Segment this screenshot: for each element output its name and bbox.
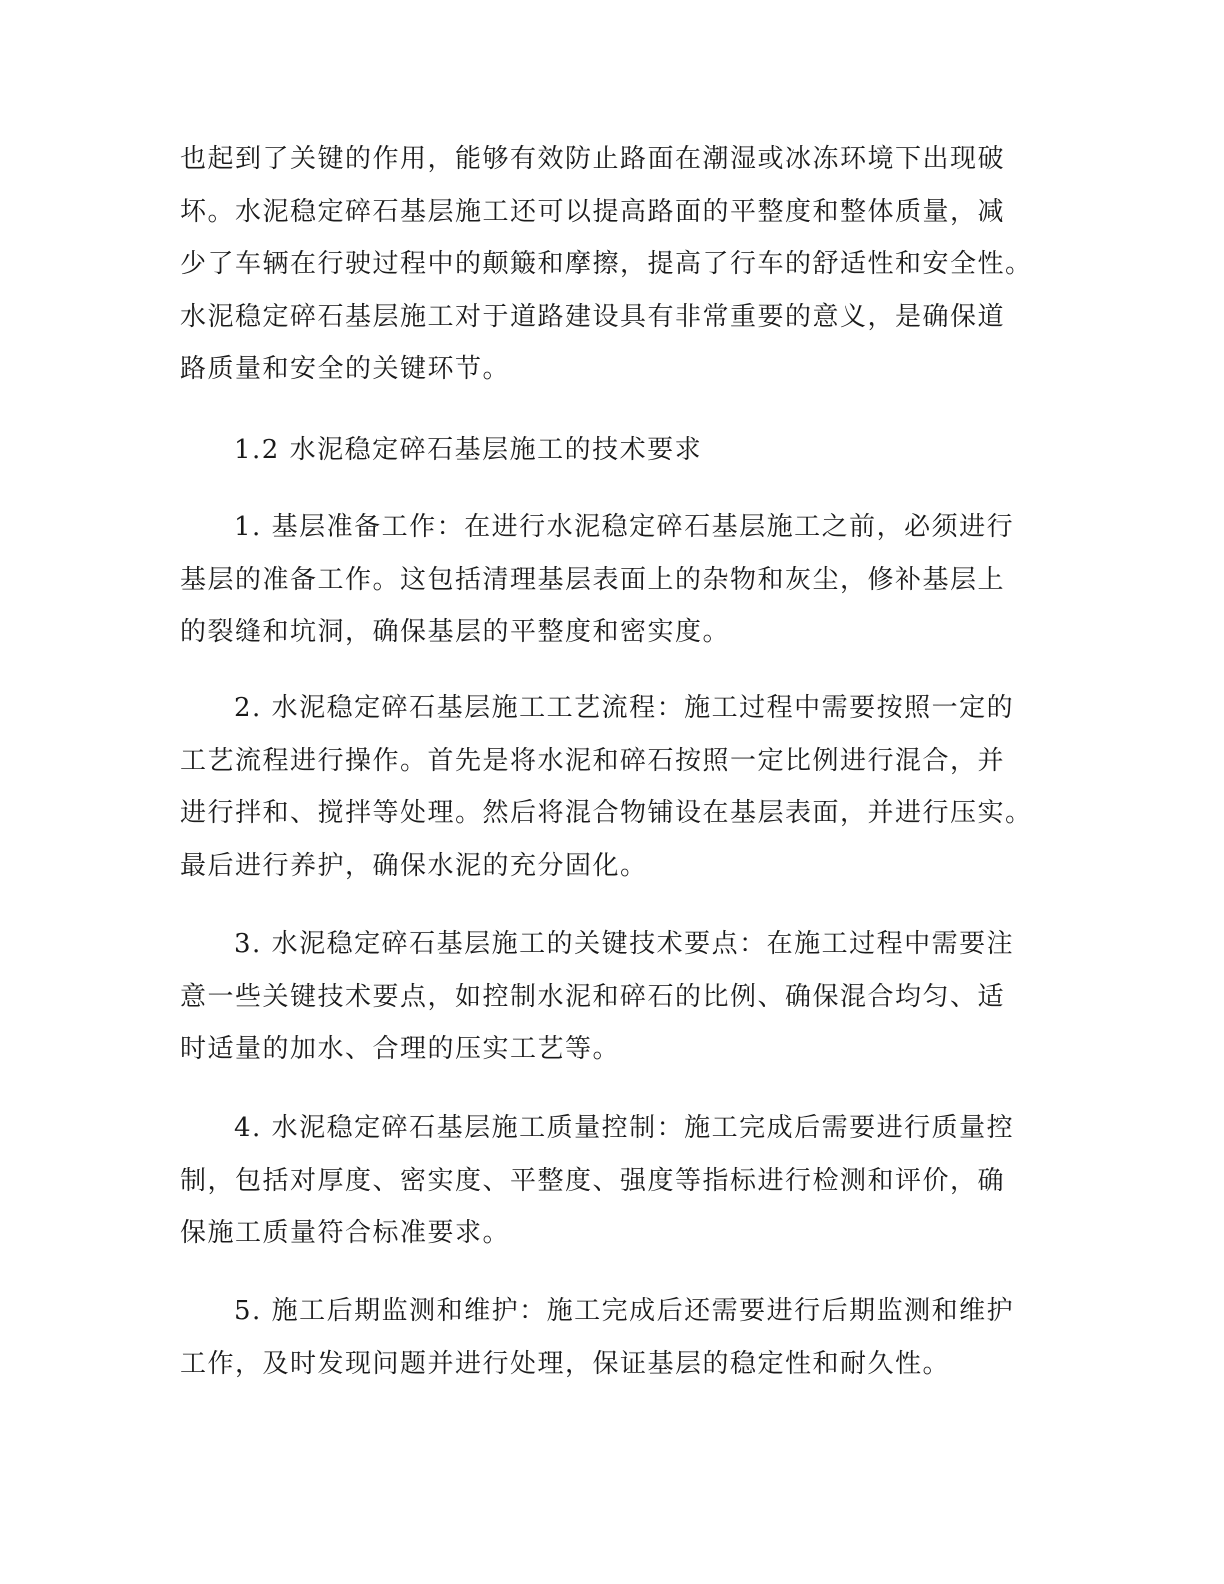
text-line: 最后进行养护，确保水泥的充分固化。 [180, 850, 648, 881]
text-line: 1. 基层准备工作：在进行水泥稳定碎石基层施工之前，必须进行 [234, 512, 1015, 542]
text-line: 坏。水泥稳定碎石基层施工还可以提高路面的平整度和整体质量，减 [180, 196, 1006, 227]
text-line: 工作，及时发现问题并进行处理，保证基层的稳定性和耐久性。 [180, 1348, 951, 1379]
text-line: 5. 施工后期监测和维护：施工完成后还需要进行后期监测和维护 [234, 1296, 1015, 1326]
text-line: 3. 水泥稳定碎石基层施工的关键技术要点：在施工过程中需要注 [234, 929, 1015, 959]
text-line: 工艺流程进行操作。首先是将水泥和碎石按照一定比例进行混合，并 [180, 745, 1006, 776]
text-line: 时适量的加水、合理的压实工艺等。 [180, 1034, 621, 1064]
paragraph-item-4 [180, 1102, 1060, 1260]
text-line: 也起到了关键的作用，能够有效防止路面在潮湿或冰冻环境下出现破 [180, 144, 1006, 174]
text-line: 2. 水泥稳定碎石基层施工工艺流程：施工过程中需要按照一定的 [234, 693, 1015, 723]
paragraph-item-3 [180, 918, 1060, 1076]
paragraph-intro-continuation [180, 133, 1060, 396]
paragraph-item-2 [180, 682, 1060, 892]
text-line: 4. 水泥稳定碎石基层施工质量控制：施工完成后需要进行质量控 [234, 1113, 1015, 1143]
text-line: 路质量和安全的关键环节。 [180, 354, 511, 384]
text-line: 进行拌和、搅拌等处理。然后将混合物铺设在基层表面，并进行压实。 [180, 798, 1033, 828]
text-line: 的裂缝和坑洞，确保基层的平整度和密实度。 [180, 617, 731, 647]
section-heading-text: 1.2 水泥稳定碎石基层施工的技术要求 [234, 435, 703, 465]
text-line: 水泥稳定碎石基层施工对于道路建设具有非常重要的意义，是确保道 [180, 301, 1006, 332]
text-line: 保施工质量符合标准要求。 [180, 1218, 511, 1248]
text-line: 少了车辆在行驶过程中的颠簸和摩擦，提高了行车的舒适性和安全性。 [180, 249, 1033, 279]
text-line: 基层的准备工作。这包括清理基层表面上的杂物和灰尘，修补基层上 [180, 564, 1006, 595]
paragraph-item-5 [180, 1285, 1060, 1390]
paragraph-item-1 [180, 501, 1060, 659]
text-line: 意一些关键技术要点，如控制水泥和碎石的比例、确保混合均匀、适 [180, 981, 1006, 1012]
text-line: 制，包括对厚度、密实度、平整度、强度等指标进行检测和评价，确 [180, 1165, 1006, 1196]
section-heading [180, 424, 1060, 477]
